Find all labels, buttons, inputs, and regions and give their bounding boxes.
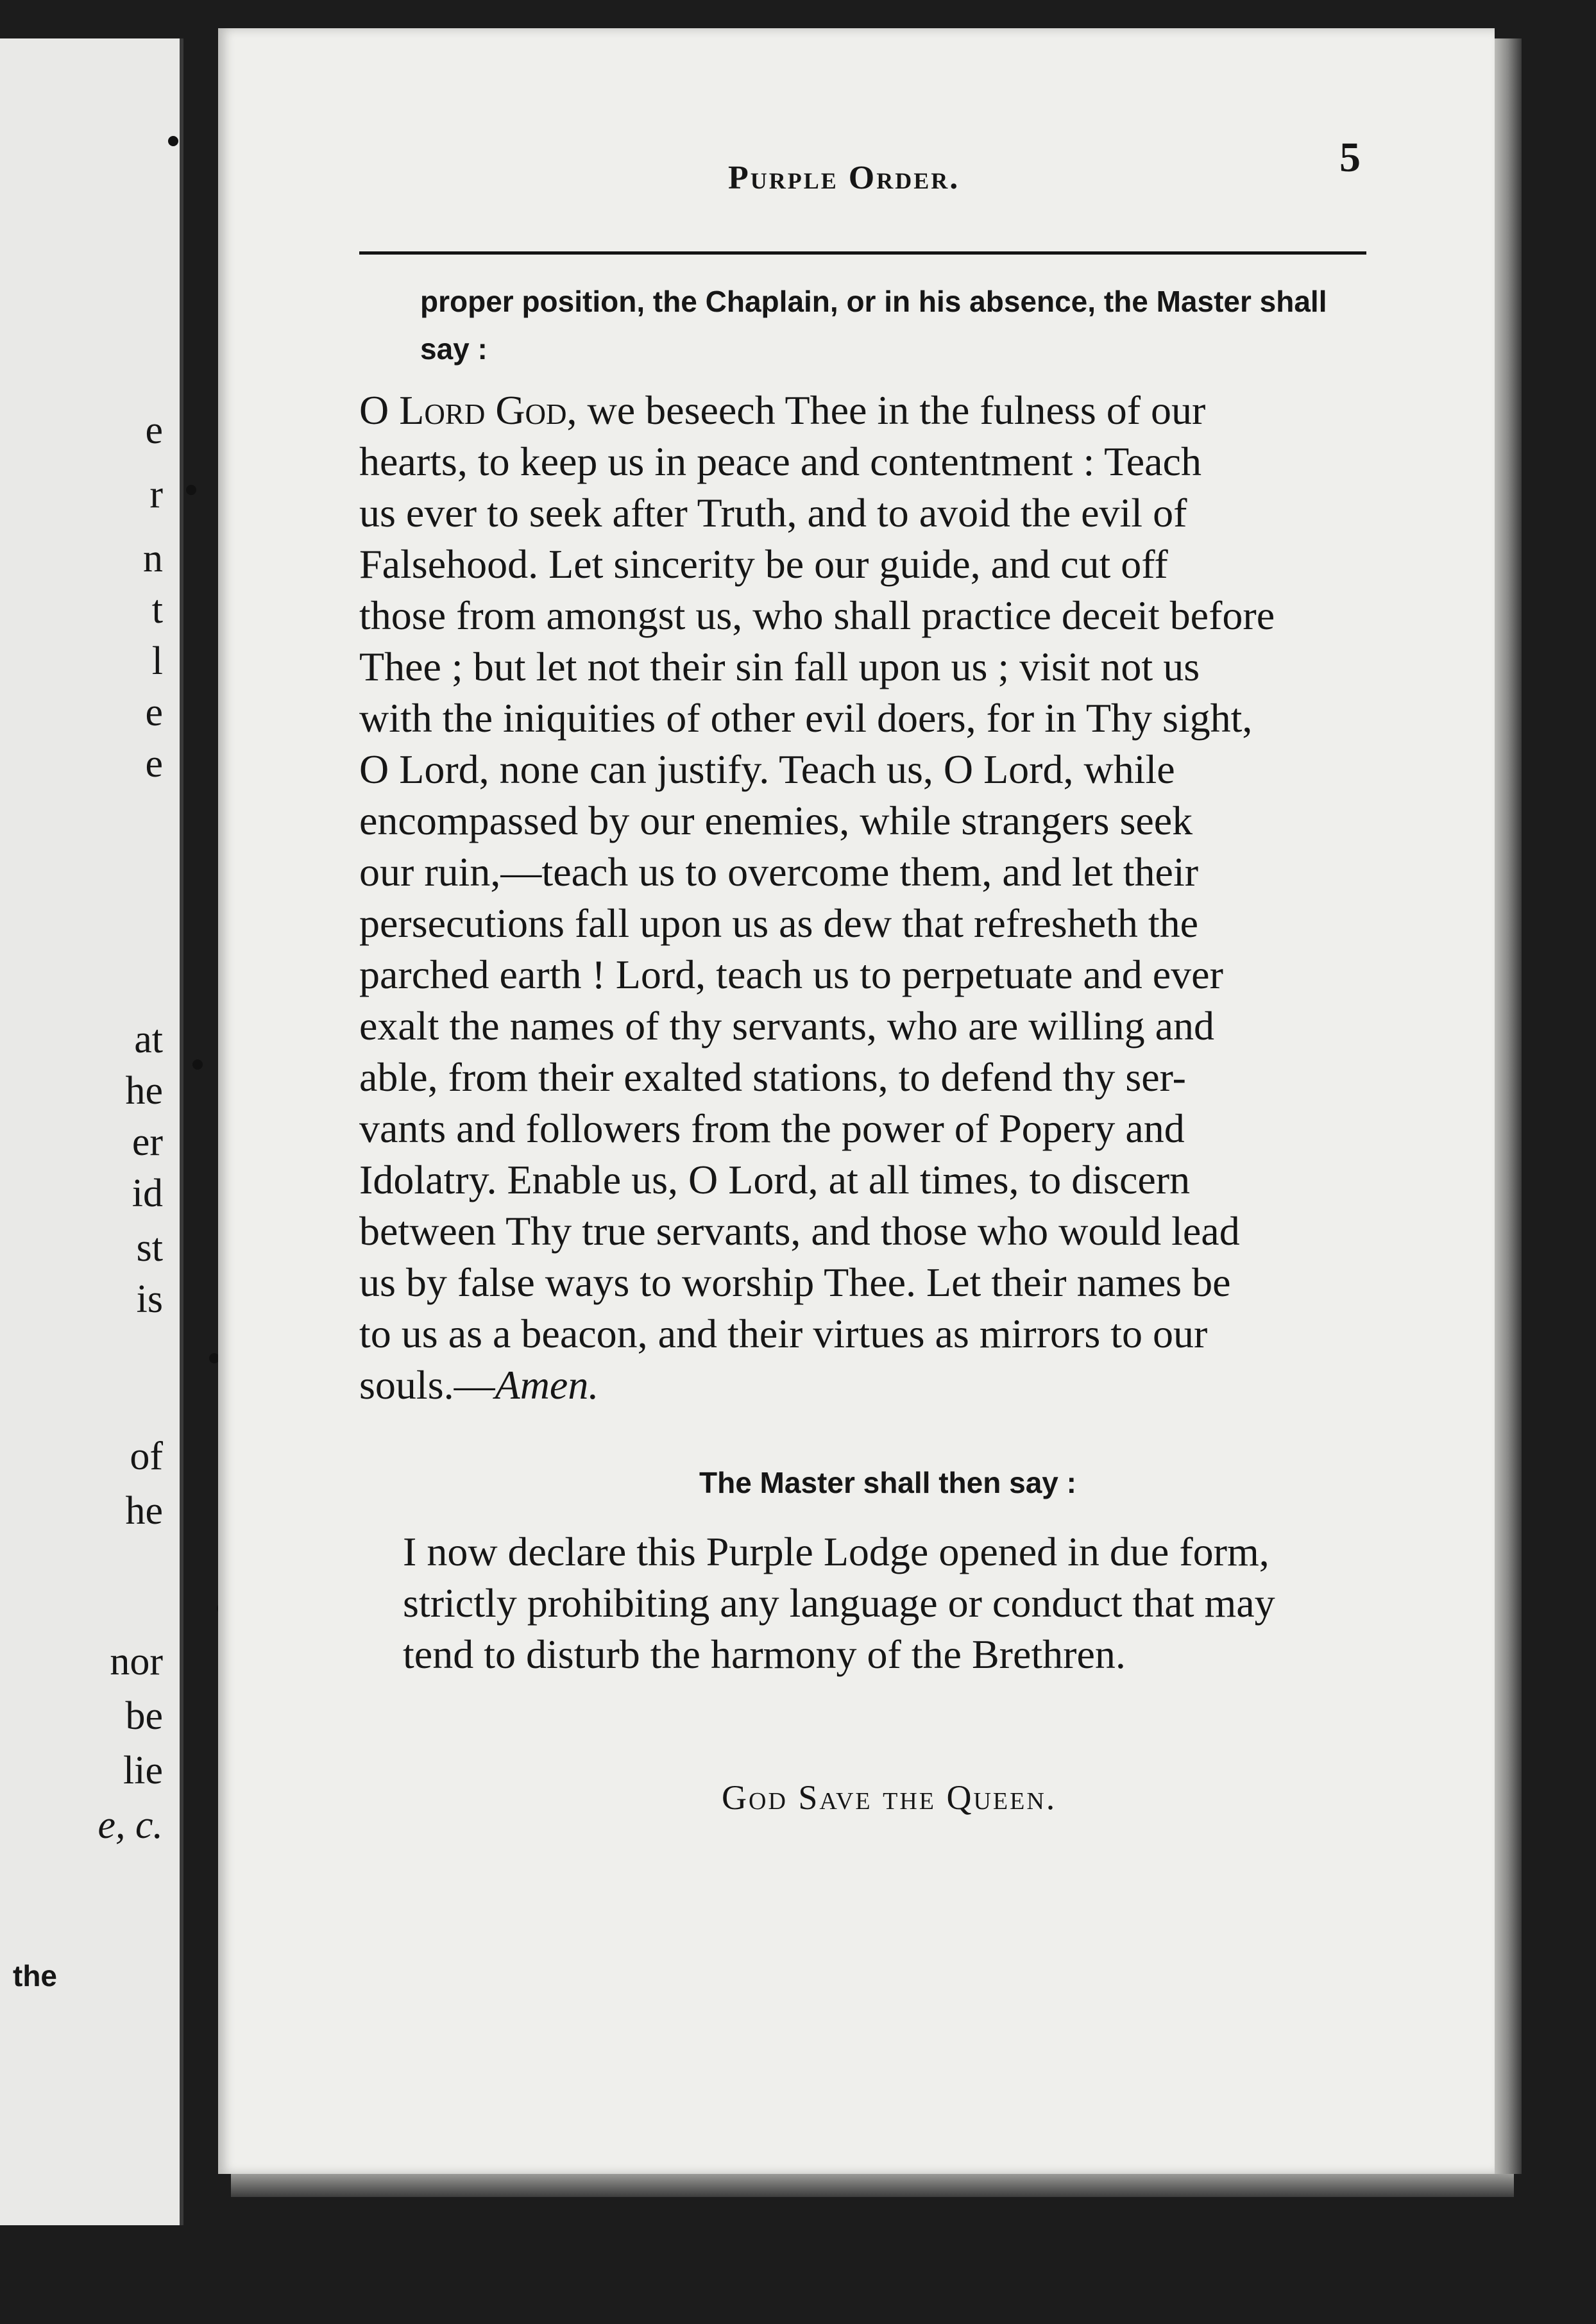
facing-page-text: t	[151, 588, 163, 632]
header-rule	[359, 251, 1366, 255]
prayer-opening-caps: Lord God	[399, 387, 567, 433]
prayer-line: vants and followers from the power of Popery and	[359, 1106, 1185, 1151]
facing-page-text: nor	[110, 1640, 163, 1683]
page-bottom-edge	[231, 2174, 1514, 2197]
prayer-line: O Lord, none can justify. Teach us, O Lord, while	[359, 746, 1175, 792]
prayer-line: Falsehood. Let sincerity be our guide, and cut off	[359, 541, 1168, 587]
prayer-line: our ruin,—teach us to overcome them, and let their	[359, 849, 1199, 895]
rubric-master: The Master shall then say :	[699, 1466, 1076, 1499]
declaration-line: tend to disturb the harmony of the Brethren.	[403, 1631, 1126, 1677]
binding-stitch	[192, 1059, 203, 1070]
page-number: 5	[1339, 134, 1361, 181]
prayer-line	[359, 1360, 1386, 1411]
prayer-text	[359, 385, 1386, 1411]
closing-line: God Save the Queen.	[722, 1778, 1057, 1817]
prayer-line: able, from their exalted stations, to defend thy ser-	[359, 1054, 1186, 1100]
prayer-line: Thee ; but let not their sin fall upon us ; visit not us	[359, 644, 1200, 689]
prayer-opening: O	[359, 387, 400, 433]
facing-page-text: st	[136, 1226, 163, 1270]
facing-page-text: be	[125, 1694, 163, 1738]
prayer-line: encompassed by our enemies, while strangers seek	[359, 798, 1193, 843]
declaration-text	[403, 1526, 1423, 1680]
facing-page-text: e	[145, 691, 163, 734]
binding-stitch	[168, 136, 178, 146]
facing-page-text: lie	[123, 1749, 163, 1792]
facing-page-text: l	[151, 639, 163, 683]
prayer-line: persecutions fall upon us as dew that refresheth the	[359, 900, 1199, 946]
prayer-line-text: , we beseech Thee in the fulness of our	[566, 387, 1206, 433]
facing-page-text: e, c.	[98, 1803, 163, 1847]
prayer-line: hearts, to keep us in peace and contentment : Teach	[359, 439, 1201, 484]
facing-page-text: id	[132, 1172, 163, 1215]
facing-page-text: at	[134, 1018, 163, 1061]
prayer-line	[359, 385, 1386, 436]
rubric-intro-line: proper position, the Chaplain, or in his absence, the Master shall	[420, 285, 1327, 318]
rubric-intro-line: say :	[420, 332, 488, 366]
prayer-line: parched earth ! Lord, teach us to perpetuate and ever	[359, 952, 1223, 997]
facing-page-text: n	[143, 537, 163, 580]
facing-page-text: he	[125, 1489, 163, 1533]
facing-page-text: er	[132, 1120, 163, 1164]
facing-page-text: e	[145, 742, 163, 786]
prayer-line: Idolatry. Enable us, O Lord, at all times, to discern	[359, 1157, 1191, 1202]
prayer-line: those from amongst us, who shall practice deceit before	[359, 593, 1275, 638]
prayer-line: to us as a beacon, and their virtues as mirrors to our	[359, 1311, 1208, 1356]
facing-page-text: he	[125, 1069, 163, 1113]
declaration-line: strictly prohibiting any language or conduct that may	[403, 1580, 1275, 1626]
prayer-amen: Amen.	[495, 1362, 599, 1408]
running-head: Purple Order.	[728, 160, 960, 196]
prayer-line: between Thy true servants, and those who would lead	[359, 1208, 1240, 1254]
prayer-last-line: souls.—	[359, 1362, 495, 1408]
facing-page-text: of	[130, 1435, 163, 1478]
prayer-line: us by false ways to worship Thee. Let their names be	[359, 1259, 1231, 1305]
facing-page-text: r	[149, 473, 163, 516]
facing-page-fragment	[0, 38, 183, 2225]
facing-page-text: is	[136, 1277, 163, 1321]
facing-page-text: e	[145, 408, 163, 452]
declaration-line: I now declare this Purple Lodge opened in due form,	[403, 1529, 1269, 1574]
prayer-line: exalt the names of thy servants, who are willing and	[359, 1003, 1214, 1048]
prayer-line: with the iniquities of other evil doers, for in Thy sight,	[359, 695, 1253, 741]
binding-stitch	[186, 485, 196, 495]
facing-page-text: the	[13, 1959, 57, 1992]
prayer-line: us ever to seek after Truth, and to avoid the evil of	[359, 490, 1187, 535]
